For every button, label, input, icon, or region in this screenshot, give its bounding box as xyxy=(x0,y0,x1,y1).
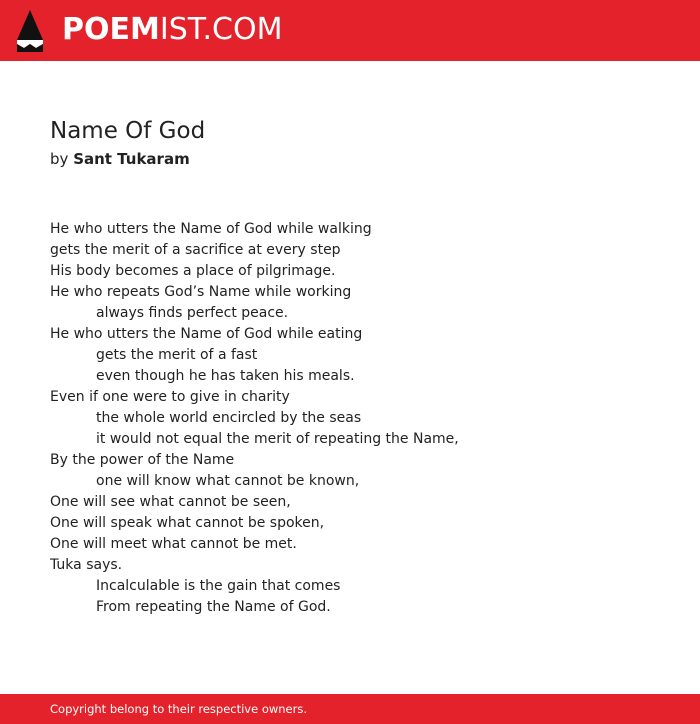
site-header xyxy=(0,0,700,61)
by-label: by xyxy=(50,150,69,168)
logo-light-text: IST.COM xyxy=(159,12,283,47)
logo-bold-text: POEM xyxy=(62,12,160,47)
poem-line: He who utters the Name of God while eating xyxy=(50,326,363,342)
poem-line: One will see what cannot be seen, xyxy=(50,494,291,510)
poem-line: He who repeats God’s Name while working xyxy=(50,284,352,300)
byline xyxy=(50,148,190,170)
poem-line: Incalculable is the gain that comes xyxy=(96,578,341,594)
poem-line: the whole world encircled by the seas xyxy=(96,410,362,426)
poem-body xyxy=(50,219,670,618)
pencil-icon[interactable] xyxy=(16,10,44,52)
site-logo[interactable] xyxy=(62,9,282,51)
poem-title: Name Of God xyxy=(50,118,206,144)
poem-line: One will meet what cannot be met. xyxy=(50,536,297,552)
poem-line: From repeating the Name of God. xyxy=(96,599,331,615)
poem-line: gets the merit of a sacrifice at every step xyxy=(50,242,341,258)
poem-line: He who utters the Name of God while walking xyxy=(50,221,372,237)
poem-line: His body becomes a place of pilgrimage. xyxy=(50,263,336,279)
poem-line: By the power of the Name xyxy=(50,452,235,468)
site-footer xyxy=(0,694,700,724)
poem-line: even though he has taken his meals. xyxy=(96,368,355,384)
poem-line: Even if one were to give in charity xyxy=(50,389,290,405)
poem-line: gets the merit of a fast xyxy=(96,347,258,363)
copyright-text: Copyright belong to their respective owners. xyxy=(50,702,308,716)
poem-line: Tuka says. xyxy=(50,557,123,573)
poem-line: One will speak what cannot be spoken, xyxy=(50,515,325,531)
poem-line: it would not equal the merit of repeating the Name, xyxy=(96,431,459,447)
poem-line: always finds perfect peace. xyxy=(96,305,289,321)
author-name[interactable]: Sant Tukaram xyxy=(73,150,190,168)
poem-line: one will know what cannot be known, xyxy=(96,473,360,489)
